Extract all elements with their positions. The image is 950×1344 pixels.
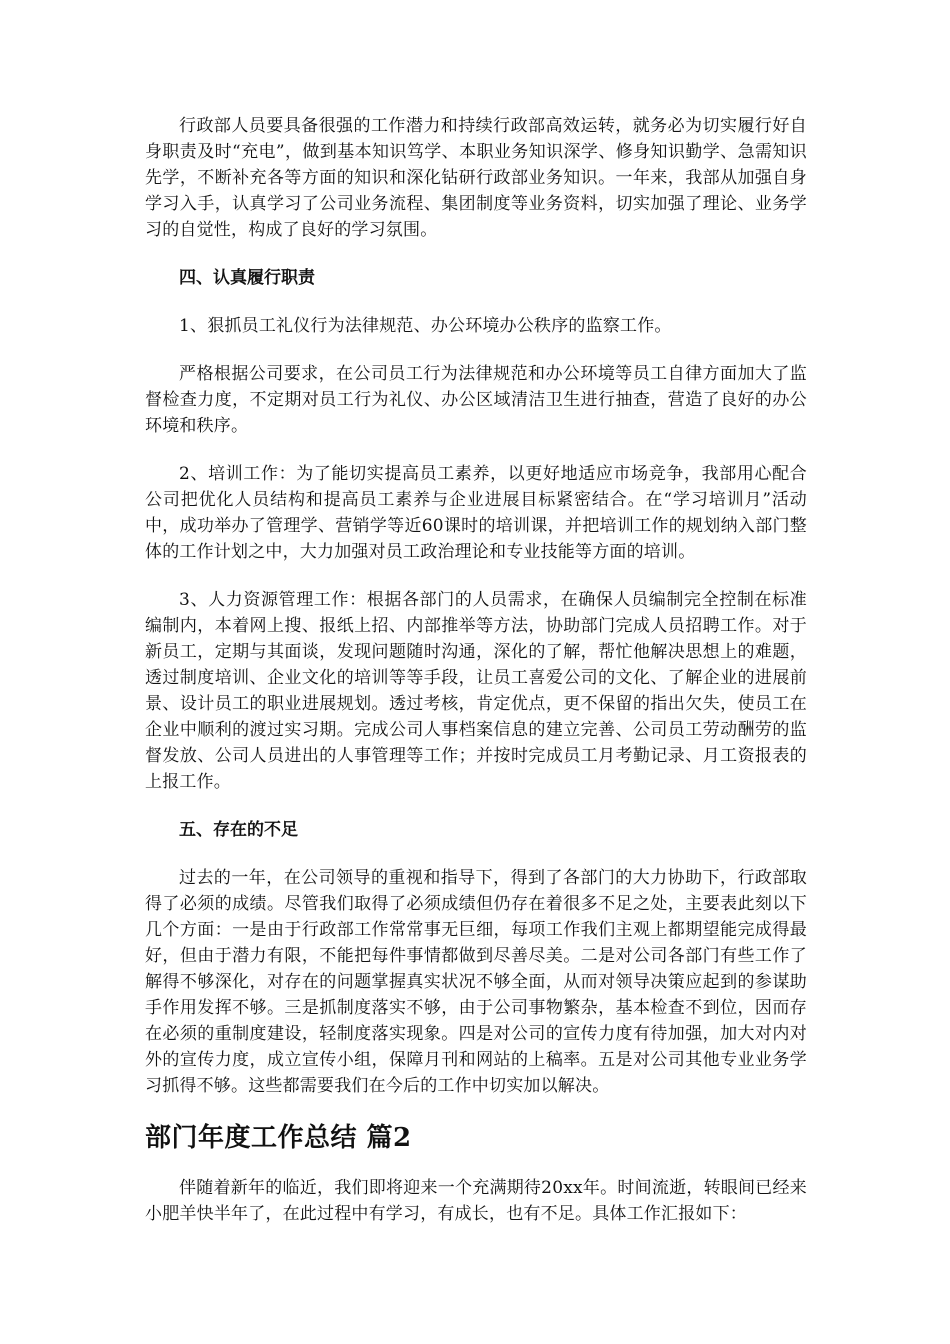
paragraph-etiquette: 1、狠抓员工礼仪行为法律规范、办公环境办公秩序的监察工作。 <box>179 316 672 336</box>
paragraph-new-year: 伴随着新年的临近，我们即将迎来一个充满期待20xx年。时间流逝，转眼间已经来小肥羊快半年了，在此过程中有学习，有成长，也有不足。具体工作汇报如下： <box>145 1178 807 1224</box>
heading-duties: 四、认真履行职责 <box>179 268 315 288</box>
heading-shortcomings: 五、存在的不足 <box>179 820 298 840</box>
paragraph-supervision: 严格根据公司要求，在公司员工行为法律规范和办公环境等员工自律方面加大了监督检查力度，不定期对员工行为礼仪、办公区域清洁卫生进行抽查，营造了良好的办公环境和秩序。 <box>145 364 807 436</box>
paragraph-hr: 3、人力资源管理工作：根据各部门的人员需求，在确保人员编制完全控制在标准编制内，本着网上搜、报纸上招、内部推举等方法，协助部门完成人员招聘工作。对于新员工，定期与其面谈，发现问题随时沟通，深化的了解，帮忙他解决思想上的难题，透过制度培训、企业文化的培训等等手段，让员工喜爱公司的文化、了解企业的进展前景、设计员工的职业进展规划。透过考核，肯定优点，更不保留的指出欠失，使员工在企业中顺利的渡过实习期。完成公司人事档案信息的建立完善、公司员工劳动酬劳的监督发放、公司人员进出的人事管理等工作；并按时完成员工月考勤记录、月工资报表的上报工作。 <box>145 590 807 792</box>
paragraph-training: 2、培训工作：为了能切实提高员工素养，以更好地适应市场竞争，我部用心配合公司把优化人员结构和提高员工素养与企业进展目标紧密结合。在“学习培训月”活动中，成功举办了管理学、营销学等近60课时的培训课，并把培训工作的规划纳入部门整体的工作计划之中，大力加强对员工政治理论和专业技能等方面的培训。 <box>145 464 807 562</box>
document-page <box>145 113 807 1249</box>
section-title-part2: 部门年度工作总结 篇2 <box>145 1123 412 1153</box>
paragraph-shortcomings: 过去的一年，在公司领导的重视和指导下，得到了各部门的大力协助下，行政部取得了必须的成绩。尽管我们取得了必须成绩但仍存在着很多不足之处，主要表此刻以下几个方面：一是由于行政部工作常常事无巨细，每项工作我们主观上都期望能完成得最好，但由于潜力有限，不能把每件事情都做到尽善尽美。二是对公司各部门有些工作了解得不够深化，对存在的问题掌握真实状况不够全面，从而对领导决策应起到的参谋助手作用发挥不够。三是抓制度落实不够，由于公司事物繁杂，基本检查不到位，因而存在必须的重制度建设，轻制度落实现象。四是对公司的宣传力度有待加强，加大对内对外的宣传力度，成立宣传小组，保障月刊和网站的上稿率。五是对公司其他专业业务学习抓得不够。这些都需要我们在今后的工作中切实加以解决。 <box>145 868 807 1096</box>
paragraph-self-study: 行政部人员要具备很强的工作潜力和持续行政部高效运转，就务必为切实履行好自身职责及时“充电”，做到基本知识笃学、本职业务知识深学、修身知识勤学、急需知识先学，不断补充各等方面的知识和深化钻研行政部业务知识。一年来，我部从加强自身学习入手，认真学习了公司业务流程、集团制度等业务资料，切实加强了理论、业务学习的自觉性，构成了良好的学习氛围。 <box>145 116 807 240</box>
